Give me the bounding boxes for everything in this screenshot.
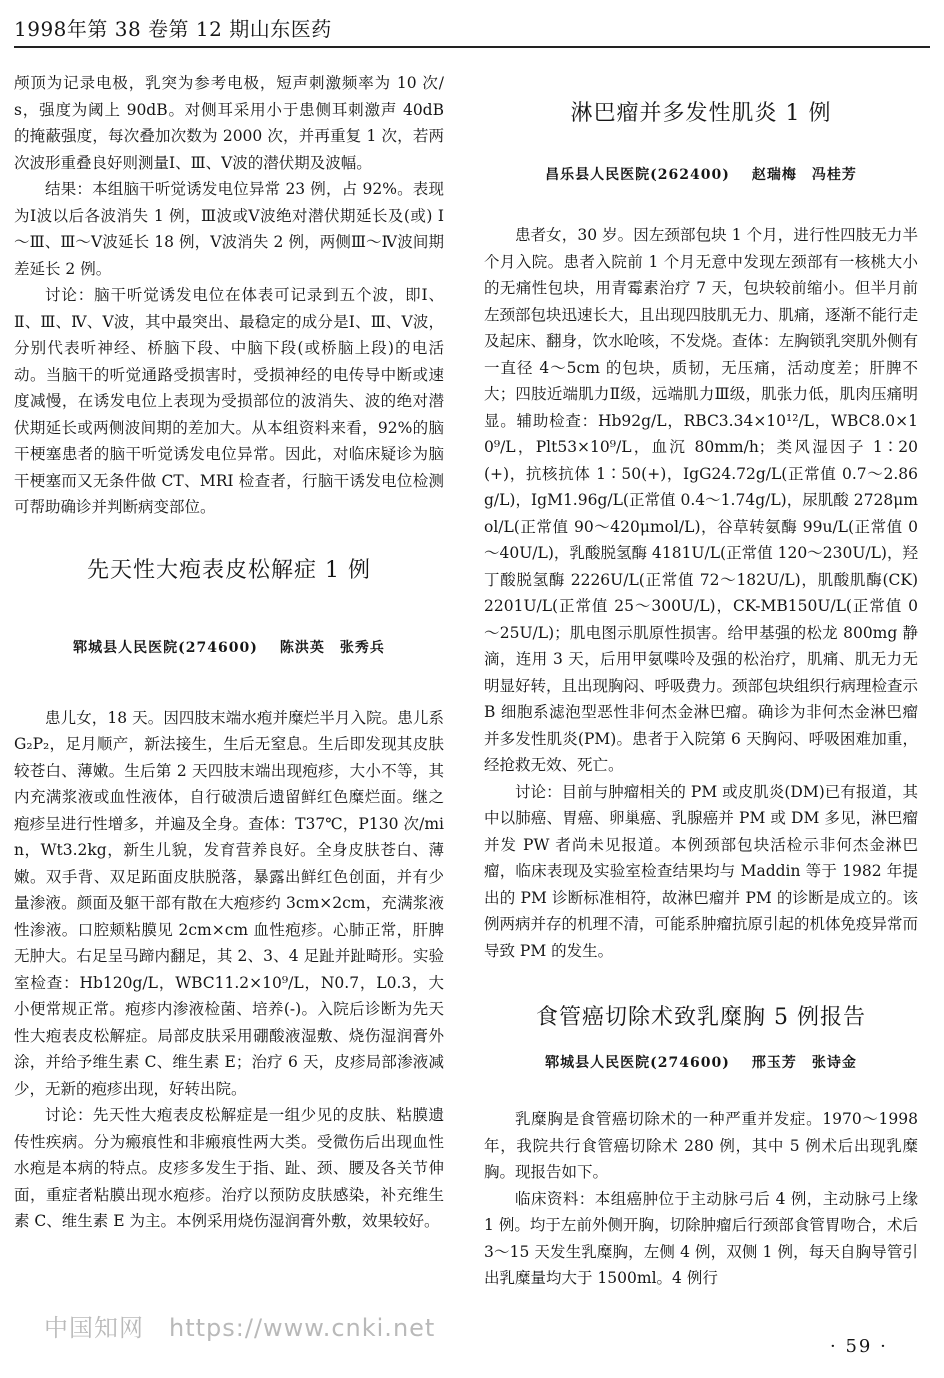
right-column: [484, 94, 918, 1292]
article-byline: [484, 1050, 918, 1076]
article-title: 淋巴瘤并多发性肌炎 1 例: [570, 101, 832, 126]
article-title: 先天性大疱表皮松解症 1 例: [87, 557, 371, 583]
continuation-paragraph: 结果：本组脑干听觉诱发电位异常 23 例，占 92%。表现为Ⅰ波以后各波消失 1 例，Ⅲ波或Ⅴ波绝对潜伏期延长及(或) Ⅰ～Ⅲ、Ⅲ～Ⅴ波延长 18 例，Ⅴ波消失 2 例，两侧Ⅲ～Ⅳ波间期差延长 2 例。: [14, 180, 444, 278]
article-paragraph: 讨论：目前与肿瘤相关的 PM 或皮肌炎(DM)已有报道，其中以肺癌、胃癌、卵巢癌、乳腺癌并 PM 或 DM 多见，淋巴瘤并发 PW 者尚未见报道。本例颈部包块活检示非何杰金淋巴瘤，临床表现及实验室检查结果均与 Maddin 等于 1982 年提出的 PM 诊断标准相符，故淋巴瘤并 PM 的诊断是成立的。该例两病并存的机理不清，可能系肿瘤抗原引起的机体免疫异常而导致 PM 的发生。: [484, 782, 919, 960]
article-byline: [484, 162, 918, 188]
article-paragraph: 患者女，30 岁。因左颈部包块 1 个月，进行性四肢无力半个月入院。患者入院前 1 个月无意中发现左颈部有一核桃大小的无痛性包块，用青霉素治疗 7 天，包块较前缩小。但半月前左颈部包块迅速长大，且出现四肢肌无力、肌痛，逐渐不能行走及起床、翻身，饮水呛咳，不发烧。查体：左胸锁乳突肌外侧有一直径 4～5cm 的包块，质韧，无压痛，活动度差；肝脾不大；四肢近端肌力Ⅱ级，远端肌力Ⅲ级，肌张力低，肌肉压痛明显。辅助检查：Hb92g/L，RBC3.34×10¹²/L，WBC8.0×10⁹/L，Plt53×10⁹/L，血沉 80mm/h；类风湿因子 1∶20(+)，抗核抗体 1∶50(+)，IgG24.72g/L(正常值 0.7～2.86g/L)，IgM1.96g/L(正常值 0.4～1.74g/L)，尿肌酸 2728μmol/L(正常值 90～420μmol/L)，谷草转氨酶 99u/L(正常值 0～40U/L)，乳酸脱氢酶 4181U/L(正常值 120～230U/L)，羟丁酸脱氢酶 2226U/L(正常值 72～182U/L)，肌酸肌酶(CK) 2201U/L(正常值 25～300U/L)，CK-MB150U/L(正常值 0～25U/L)；肌电图示肌原性损害。给甲基强的松龙 800mg 静滴，连用 3 天，后用甲氨喋呤及强的松治疗，肌痛、肌无力无明显好转，且出现胸闷、呼吸费力。颈部包块组织行病理检查示 B 细胞系滤泡型恶性非何杰金淋巴瘤。确诊为非何杰金淋巴瘤并多发性肌炎(PM)。患者于入院第 6 天胸闷、呼吸困难加重，经抢救无效、死亡。: [484, 226, 919, 774]
article-paragraph: 临床资料：本组癌肿位于主动脉弓后 4 例，主动脉弓上缘 1 例。均于左前外侧开胸，切除肿瘤后行颈部食管胃吻合，术后 3～15 天发生乳糜胸，左侧 4 例，双侧 1 例，每天自胸导管引出乳糜量均大于 1500ml。4 例行: [484, 1189, 918, 1287]
article-byline: [14, 635, 444, 661]
affiliation: 郓城县人民医院(274600): [545, 1055, 730, 1071]
page-number: · 59 ·: [830, 1336, 888, 1357]
cnki-watermark: 中国知网 https://www.cnki.net: [44, 1314, 436, 1342]
header-rule: [14, 46, 930, 48]
article-paragraph: 患儿女，18 天。因四肢末端水疱并糜烂半月入院。患儿系 G₂P₂，足月顺产，新法接生，生后无窒息。生后即发现其皮肤较苍白、薄嫩。生后第 2 天四肢末端出现疱疹，大小不等，其内充满浆液或血性液体，自行破溃后遗留鲜红色糜烂面。继之疱疹呈进行性增多，并遍及全身。查体：T37℃，P130 次/min，Wt3.2kg，新生儿貌，发育营养良好。全身皮肤苍白、薄嫩。双手背、双足跖面皮肤脱落，暴露出鲜红色创面，并有少量渗液。颜面及躯干部有散在大疱疹约 3cm×2cm，充满浆液性渗液。口腔颊粘膜见 2cm×cm 血性疱疹。心肺正常，肝脾无肿大。右足呈马蹄内翻足，其 2、3、4 足趾并趾畸形。实验室检查：Hb120g/L，WBC11.2×10⁹/L，N0.7，L0.3，大小便常规正常。疱疹内渗液检菌、培养(-)。入院后诊断为先天性大疱表皮松解症。局部皮肤采用硼酸液湿敷、烧伤湿润膏外涂，并给予维生素 C、维生素 E；治疗 6 天，皮疹局部渗液减少，无新的疱疹出现，好转出院。: [14, 708, 444, 1098]
authors: 陈洪英 张秀兵: [279, 639, 385, 656]
continuation-paragraph: 讨论：脑干听觉诱发电位在体表可记录到五个波，即Ⅰ、Ⅱ、Ⅲ、Ⅳ、Ⅴ波，其中最突出、最稳定的成分是Ⅰ、Ⅲ、Ⅴ波，分别代表听神经、桥脑下段、中脑下段(或桥脑上段)的电活动。当脑干的听觉通路受损害时，受损神经的电传导中断或速度减慢，在诱发电位上表现为受损部位的波消失、波的绝对潜伏期延长或两侧波间期的差加大。从本组资料来看，92%的脑干梗塞患者的脑干听觉诱发电位异常。因此，对临床疑诊为脑干梗塞而又无条件做 CT、MRI 检查者，行脑干诱发电位检测可帮助确诊并判断病变部位。: [14, 286, 444, 516]
affiliation: 昌乐县人民医院(262400): [545, 167, 730, 183]
authors: 邢玉芳 张诗金: [751, 1055, 857, 1071]
article-paragraph: 讨论：先天性大疱表皮松解症是一组少见的皮肤、粘膜遗传性疾病。分为瘢痕性和非瘢痕性两大类。受微伤后出现血性水疱是本病的特点。皮疹多发生于指、趾、颈、腰及各关节伸面，重症者粘膜出现水疱疹。治疗以预防皮肤感染，补充维生素 C、维生素 E 为主。本例采用烧伤湿润膏外敷，效果较好。: [14, 1106, 444, 1230]
affiliation: 郓城县人民医院(274600): [73, 639, 258, 656]
authors: 赵瑞梅 冯桂芳: [751, 167, 857, 183]
left-column: [14, 70, 444, 1235]
continuation-paragraph: 颅顶为记录电极，乳突为参考电极，短声刺激频率为 10 次/s，强度为阈上 90dB。对侧耳采用小于患侧耳刺激声 40dB 的掩蔽强度，每次叠加次数为 2000 次，并再重复 1 次，若两次波形重叠良好则测量Ⅰ、Ⅲ、Ⅴ波的潜伏期及波幅。: [14, 74, 444, 172]
journal-header: 1998年第 38 卷第 12 期山东医药: [14, 17, 332, 41]
article-paragraph: 乳糜胸是食管癌切除术的一种严重并发症。1970～1998 年，我院共行食管癌切除术 280 例，其中 5 例术后出现乳糜胸。现报告如下。: [484, 1110, 918, 1181]
article-title: 食管癌切除术致乳糜胸 5 例报告: [536, 1005, 866, 1030]
